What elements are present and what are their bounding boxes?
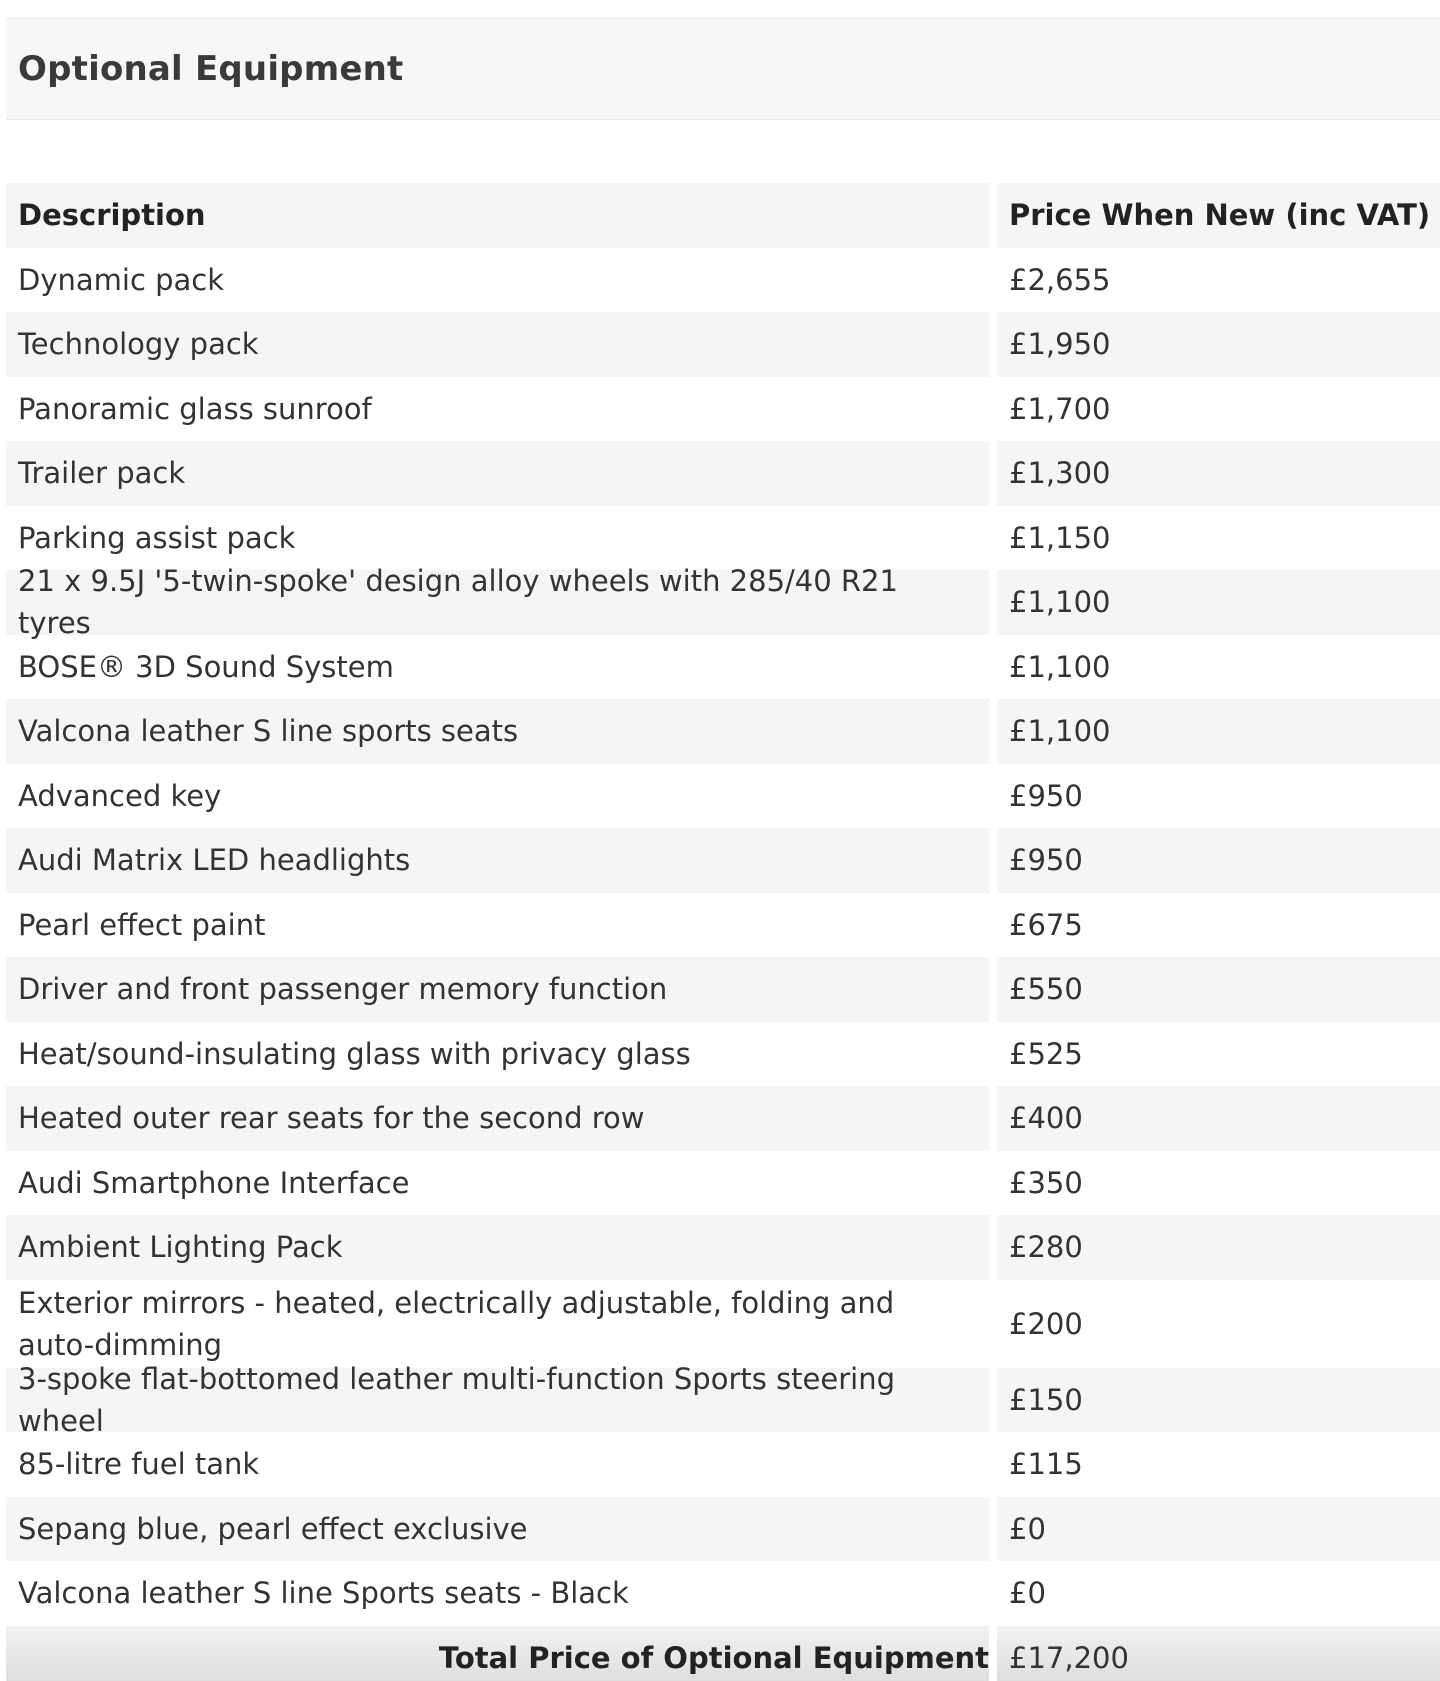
- row-price: £0: [1009, 1576, 1046, 1611]
- table-row: [6, 1022, 1440, 1087]
- row-description: Pearl effect paint: [18, 907, 266, 942]
- table-row: [6, 312, 1440, 377]
- section-header: [6, 18, 1440, 120]
- total-label: Total Price of Optional Equipment: [6, 1626, 989, 1681]
- header-description: Description: [6, 183, 989, 248]
- table-row: [6, 893, 1440, 958]
- section-title: Optional Equipment: [18, 49, 404, 89]
- table-row: [6, 1361, 1440, 1438]
- table-row: [6, 1215, 1440, 1280]
- table-row: [6, 248, 1440, 313]
- row-description: Parking assist pack: [18, 520, 296, 555]
- table-header-row: [6, 183, 1440, 248]
- row-description: Valcona leather S line sports seats: [6, 699, 989, 764]
- table-row: [6, 1497, 1440, 1562]
- table-row: [6, 957, 1440, 1022]
- row-description: 85-litre fuel tank: [18, 1447, 260, 1482]
- row-price: £0: [997, 1497, 1440, 1562]
- table-row: [6, 699, 1440, 764]
- row-description: Exterior mirrors - heated, electrically adjustable, folding and auto-dimming: [18, 1285, 895, 1362]
- row-price: £1,300: [997, 441, 1440, 506]
- row-description: Audi Smartphone Interface: [18, 1165, 410, 1200]
- row-price: £350: [1009, 1165, 1083, 1200]
- equipment-table: [6, 183, 1440, 1681]
- row-description: Ambient Lighting Pack: [6, 1215, 989, 1280]
- table-total-row: [6, 1626, 1440, 1681]
- table-row: [6, 1086, 1440, 1151]
- row-price: £525: [1009, 1036, 1083, 1071]
- table-body: [6, 248, 1440, 1626]
- row-description: Audi Matrix LED headlights: [6, 828, 989, 893]
- row-price: £115: [1009, 1447, 1083, 1482]
- row-price: £675: [1009, 907, 1083, 942]
- row-description: Trailer pack: [6, 441, 989, 506]
- table-row: [6, 764, 1440, 829]
- row-description: 21 x 9.5J '5-twin-spoke' design alloy wheels with 285/40 R21 tyres: [6, 570, 989, 635]
- row-price: £550: [997, 957, 1440, 1022]
- row-description: Heated outer rear seats for the second row: [6, 1086, 989, 1151]
- row-price: £200: [1009, 1306, 1083, 1341]
- row-price: £2,655: [1009, 262, 1111, 297]
- table-row: [6, 441, 1440, 506]
- row-description: Valcona leather S line Sports seats - Black: [18, 1576, 629, 1611]
- row-description: Dynamic pack: [18, 262, 225, 297]
- total-value: £17,200: [997, 1626, 1440, 1681]
- row-description: Heat/sound-insulating glass with privacy glass: [18, 1036, 691, 1071]
- table-row: [6, 635, 1440, 700]
- row-description: Advanced key: [18, 778, 222, 813]
- row-price: £1,100: [997, 570, 1440, 635]
- row-price: £1,150: [1009, 520, 1111, 555]
- row-description: Driver and front passenger memory function: [6, 957, 989, 1022]
- table-row: [6, 377, 1440, 442]
- row-description: 3-spoke flat-bottomed leather multi-function Sports steering wheel: [6, 1368, 989, 1433]
- table-row: [6, 564, 1440, 641]
- row-price: £400: [997, 1086, 1440, 1151]
- table-row: [6, 1432, 1440, 1497]
- row-price: £1,700: [1009, 391, 1111, 426]
- table-row: [6, 1280, 1440, 1368]
- row-description: Panoramic glass sunroof: [18, 391, 372, 426]
- row-price: £950: [1009, 778, 1083, 813]
- row-price: £950: [997, 828, 1440, 893]
- row-description: Technology pack: [6, 312, 989, 377]
- row-price: £1,100: [997, 699, 1440, 764]
- row-description: Sepang blue, pearl effect exclusive: [6, 1497, 989, 1562]
- table-row: [6, 1151, 1440, 1216]
- row-price: £1,100: [1009, 649, 1111, 684]
- row-price: £150: [997, 1368, 1440, 1433]
- row-price: £280: [997, 1215, 1440, 1280]
- header-price: Price When New (inc VAT): [997, 183, 1440, 248]
- row-description: BOSE® 3D Sound System: [18, 649, 394, 684]
- table-row: [6, 1561, 1440, 1626]
- table-row: [6, 828, 1440, 893]
- row-price: £1,950: [997, 312, 1440, 377]
